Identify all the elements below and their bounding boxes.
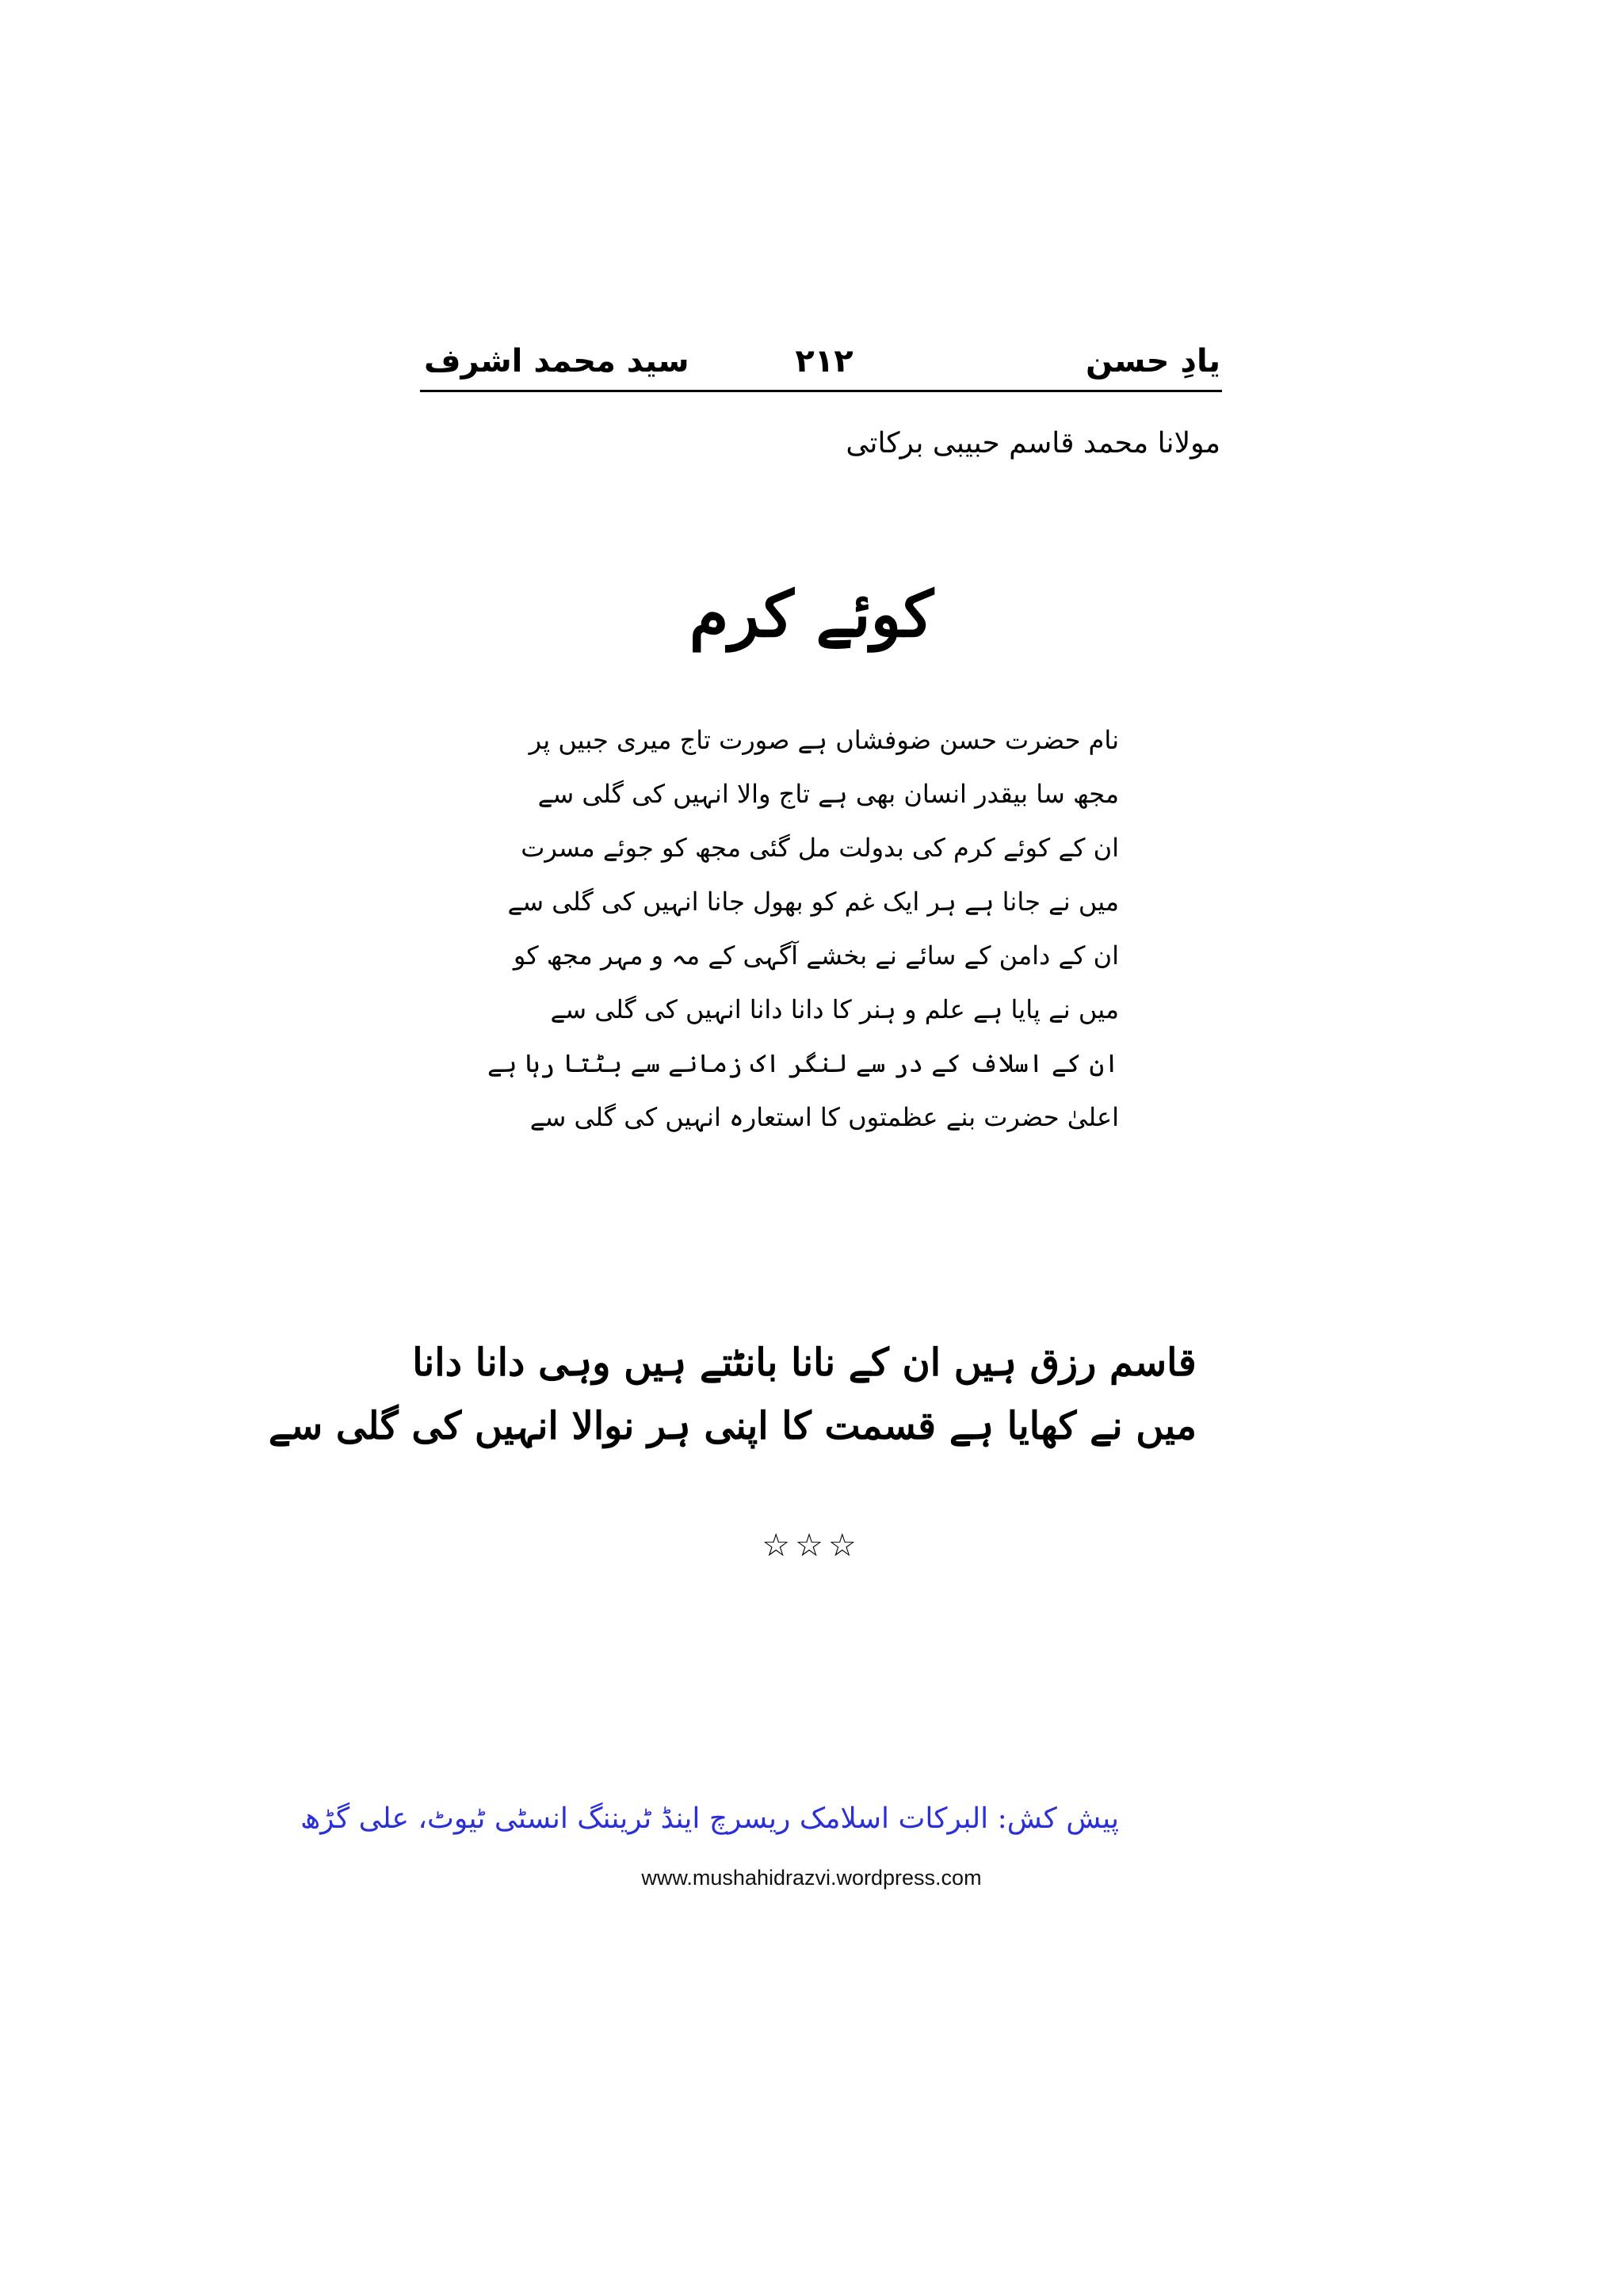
poem-title: کوئے کرم xyxy=(689,577,934,651)
verse-line: نام حضرت حسن ضوفشاں ہے صورت تاج میری جبیں پر xyxy=(529,725,1119,755)
header-author-name: سید محمد اشرف xyxy=(424,343,689,379)
verse-line: اعلیٰ حضرت بنے عظمتوں کا استعارہ انہیں کی گلی سے xyxy=(529,1102,1119,1132)
closing-couplet xyxy=(268,1331,1197,1458)
poem-author: مولانا محمد قاسم حبیبی برکاتی xyxy=(846,427,1220,460)
website-url: www.mushahidrazvi.wordpress.com xyxy=(641,1866,982,1890)
publisher-credit: پیش کش: البرکات اسلامک ریسرچ اینڈ ٹریننگ انسٹی ٹیوٹ، علی گڑھ xyxy=(300,1802,1119,1835)
verse-line: مجھ سا بیقدر انسان بھی ہے تاج والا انہیں کی گلی سے xyxy=(537,779,1119,809)
couplet-line: قاسم رزق ہیں ان کے نانا بانٹتے ہیں وہی دانا دانا xyxy=(412,1341,1197,1385)
verse-line: میں نے پایا ہے علم و ہنر کا دانا دانا انہیں کی گلی سے xyxy=(550,994,1119,1024)
header-book-title: یادِ حسن xyxy=(1085,343,1220,379)
header-divider xyxy=(420,390,1222,392)
verse-line: ان کے اسلاف کے در سے لنگر اک زمانے سے بٹتا رہا ہے xyxy=(487,1048,1119,1078)
page-number: ۲۱۲ xyxy=(795,343,854,379)
verse-line: میں نے جانا ہے ہر ایک غم کو بھول جانا انہیں کی گلی سے xyxy=(507,887,1119,917)
verse-line: ان کے دامن کے سائے نے بخشے آگہی کے مہ و مہر مجھ کو xyxy=(513,940,1119,971)
poem-verses xyxy=(475,713,1119,1144)
couplet-line: میں نے کھایا ہے قسمت کا اپنی ہر نوالا انہیں کی گلی سے xyxy=(268,1404,1197,1448)
section-end-stars: ☆☆☆ xyxy=(762,1527,861,1564)
verse-line: ان کے کوئے کرم کی بدولت مل گئی مجھ کو جوئے مسرت xyxy=(521,833,1119,863)
